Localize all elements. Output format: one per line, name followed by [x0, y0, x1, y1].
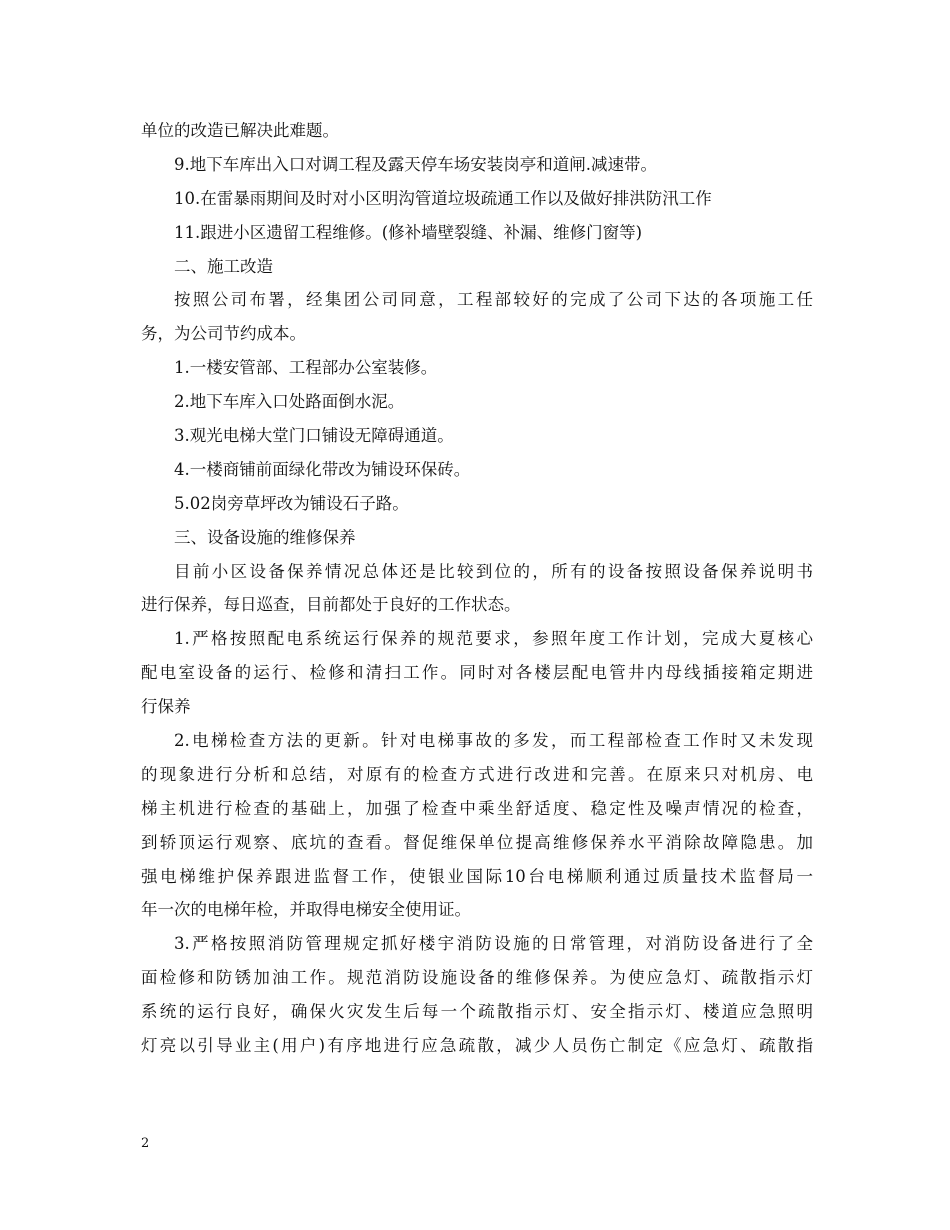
text-line: 进行保养，每日巡查，目前都处于良好的工作状态。 [141, 595, 521, 615]
text-line: 灯亮以引导业主(用户)有序地进行应急疏散，减少人员伤亡制定《应急灯、疏散指 [141, 1036, 813, 1056]
text-line: 1.严格按照配电系统运行保养的规范要求，参照年度工作计划，完成大夏核心 [174, 629, 813, 649]
text-line: 3.观光电梯大堂门口铺设无障碍通道。 [174, 426, 454, 446]
text-line: 到轿顶运行观察、底坑的查看。督促维保单位提高维修保养水平消除故障隐患。加 [141, 832, 813, 852]
text-line: 系统的运行良好，确保火灾发生后每一个疏散指示灯、安全指示灯、楼道应急照明 [141, 1002, 813, 1022]
text-line: 梯主机进行检查的基础上，加强了检查中乘坐舒适度、稳定性及噪声情况的检查， [141, 798, 813, 818]
text-line: 4.一楼商铺前面绿化带改为铺设环保砖。 [174, 459, 471, 479]
body-text [141, 114, 813, 1063]
text-line: 9.地下车库出入口对调工程及露天停车场安装岗亭和道闸.减速带。 [174, 154, 657, 174]
text-line: 10.在雷暴雨期间及时对小区明沟管道垃圾疏通工作以及做好排洪防汛工作 [174, 188, 712, 208]
text-line: 11.跟进小区遗留工程维修。(修补墙壁裂缝、补漏、维修门窗等) [174, 222, 643, 242]
text-line: 年一次的电梯年检，并取得电梯安全使用证。 [141, 900, 471, 920]
text-line: 二、施工改造 [174, 256, 273, 276]
text-line: 强电梯维护保养跟进监督工作，使银业国际10台电梯顺利通过质量技术监督局一 [141, 866, 813, 886]
text-line: 务，为公司节约成本。 [141, 324, 306, 344]
text-line: 5.02岗旁草坪改为铺设石子路。 [174, 493, 409, 513]
text-line: 三、设备设施的维修保养 [174, 527, 356, 547]
text-line: 2.电梯检查方法的更新。针对电梯事故的多发，而工程部检查工作时又未发现 [174, 731, 813, 751]
text-line: 面检修和防锈加油工作。规范消防设施设备的维修保养。为使应急灯、疏散指示灯 [141, 968, 813, 988]
page-number: 2 [141, 1136, 150, 1151]
text-line: 3.严格按照消防管理规定抓好楼宇消防设施的日常管理，对消防设备进行了全 [174, 934, 813, 954]
text-line: 1.一楼安管部、工程部办公室装修。 [174, 358, 438, 378]
text-line: 单位的改造已解决此难题。 [141, 121, 339, 140]
text-line: 配电室设备的运行、检修和清扫工作。同时对各楼层配电管井内母线插接箱定期进 [141, 663, 813, 683]
text-line: 目前小区设备保养情况总体还是比较到位的，所有的设备按照设备保养说明书 [174, 561, 813, 581]
text-line: 2.地下车库入口处路面倒水泥。 [174, 392, 405, 412]
text-line: 按照公司布署，经集团公司同意，工程部较好的完成了公司下达的各项施工任 [174, 290, 813, 310]
text-line: 行保养 [141, 697, 191, 717]
text-line: 的现象进行分析和总结，对原有的检查方式进行改进和完善。在原来只对机房、电 [141, 764, 813, 784]
